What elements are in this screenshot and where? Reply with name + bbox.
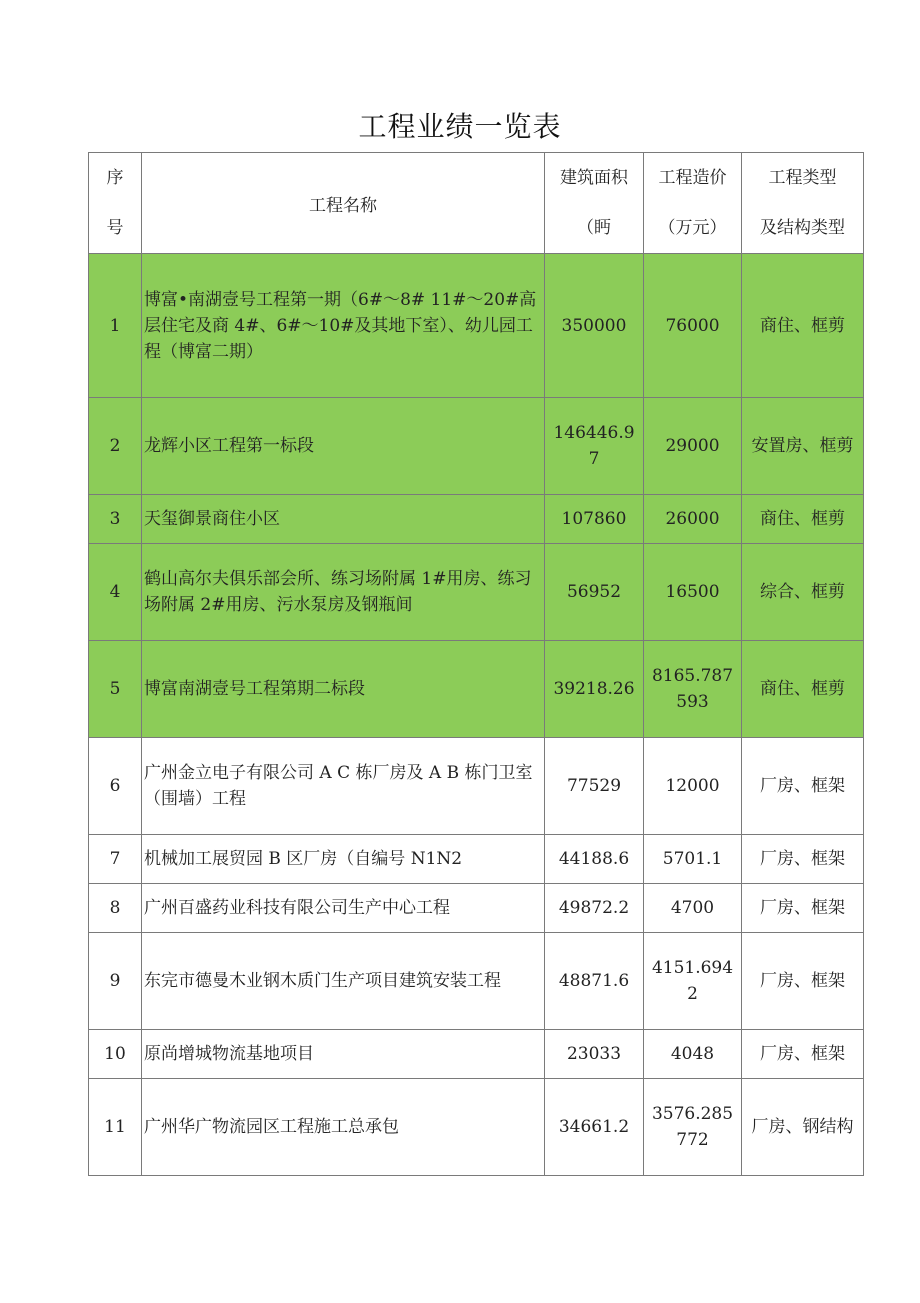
header-index-line1: 序	[106, 168, 124, 188]
table-row	[89, 933, 864, 1030]
project-type: 商住、框剪	[742, 254, 864, 398]
header-cost-line1: 工程造价	[658, 168, 727, 188]
header-area	[545, 153, 644, 254]
row-index: 3	[89, 495, 142, 544]
project-type: 厂房、框架	[742, 835, 864, 884]
project-cost: 26000	[644, 495, 742, 544]
header-area-line2: （眄	[577, 218, 611, 238]
table-row	[89, 398, 864, 495]
header-type-line2: 及结构类型	[760, 218, 845, 238]
header-name: 工程名称	[142, 153, 545, 254]
table-row	[89, 835, 864, 884]
building-area: 350000	[545, 254, 644, 398]
project-type: 厂房、框架	[742, 884, 864, 933]
project-cost: 8165.787593	[644, 641, 742, 738]
project-name: 广州华广物流园区工程施工总承包	[142, 1079, 545, 1176]
project-type: 商住、框剪	[742, 495, 864, 544]
row-index: 11	[89, 1079, 142, 1176]
table-row	[89, 1030, 864, 1079]
project-cost: 76000	[644, 254, 742, 398]
row-index: 2	[89, 398, 142, 495]
project-name: 博富•南湖壹号工程第一期（6#～8# 11#～20#高层住宅及商 4#、6#～10#及其地下室）、幼儿园工程（博富二期）	[142, 254, 545, 398]
building-area: 49872.2	[545, 884, 644, 933]
project-name: 机械加工展贸园 B 区厂房（自编号 N1N2	[142, 835, 545, 884]
project-type: 安置房、框剪	[742, 398, 864, 495]
project-name: 鹤山高尔夫俱乐部会所、练习场附属 1#用房、练习场附属 2#用房、污水泵房及钢瓶间	[142, 544, 545, 641]
page-title: 工程业绩一览表	[358, 110, 562, 143]
table-row	[89, 1079, 864, 1176]
building-area: 39218.26	[545, 641, 644, 738]
row-index: 6	[89, 738, 142, 835]
project-cost: 12000	[644, 738, 742, 835]
project-type: 厂房、框架	[742, 738, 864, 835]
project-name: 天玺御景商住小区	[142, 495, 545, 544]
project-type: 厂房、框架	[742, 933, 864, 1030]
row-index: 5	[89, 641, 142, 738]
project-cost: 3576.285772	[644, 1079, 742, 1176]
project-cost: 29000	[644, 398, 742, 495]
project-name: 广州金立电子有限公司 A C 栋厂房及 A B 栋门卫室（围墙）工程	[142, 738, 545, 835]
building-area: 34661.2	[545, 1079, 644, 1176]
building-area: 107860	[545, 495, 644, 544]
project-type: 商住、框剪	[742, 641, 864, 738]
table-row	[89, 738, 864, 835]
header-cost-line2: （万元）	[658, 218, 727, 238]
project-type: 厂房、钢结构	[742, 1079, 864, 1176]
building-area: 48871.6	[545, 933, 644, 1030]
row-index: 4	[89, 544, 142, 641]
project-cost: 4048	[644, 1030, 742, 1079]
row-index: 1	[89, 254, 142, 398]
building-area: 146446.97	[545, 398, 644, 495]
project-cost: 4700	[644, 884, 742, 933]
project-cost: 4151.6942	[644, 933, 742, 1030]
header-type-line1: 工程类型	[768, 168, 837, 188]
building-area: 56952	[545, 544, 644, 641]
table-header-row	[89, 153, 864, 254]
header-cost	[644, 153, 742, 254]
table-row	[89, 544, 864, 641]
project-name: 博富南湖壹号工程第期二标段	[142, 641, 545, 738]
project-cost: 16500	[644, 544, 742, 641]
building-area: 77529	[545, 738, 644, 835]
project-name: 原尚增城物流基地项目	[142, 1030, 545, 1079]
table-row	[89, 884, 864, 933]
performance-table	[88, 152, 864, 1176]
row-index: 7	[89, 835, 142, 884]
project-name: 龙辉小区工程第一标段	[142, 398, 545, 495]
project-type: 厂房、框架	[742, 1030, 864, 1079]
header-index	[89, 153, 142, 254]
project-cost: 5701.1	[644, 835, 742, 884]
table-row	[89, 254, 864, 398]
row-index: 8	[89, 884, 142, 933]
header-type	[742, 153, 864, 254]
table-row	[89, 495, 864, 544]
header-area-line1: 建筑面积	[560, 168, 628, 188]
building-area: 44188.6	[545, 835, 644, 884]
project-name: 东完市德曼木业钢木质门生产项目建筑安装工程	[142, 933, 545, 1030]
row-index: 10	[89, 1030, 142, 1079]
row-index: 9	[89, 933, 142, 1030]
header-index-line2: 号	[106, 218, 124, 238]
project-name: 广州百盛药业科技有限公司生产中心工程	[142, 884, 545, 933]
project-type: 综合、框剪	[742, 544, 864, 641]
building-area: 23033	[545, 1030, 644, 1079]
table-row	[89, 641, 864, 738]
